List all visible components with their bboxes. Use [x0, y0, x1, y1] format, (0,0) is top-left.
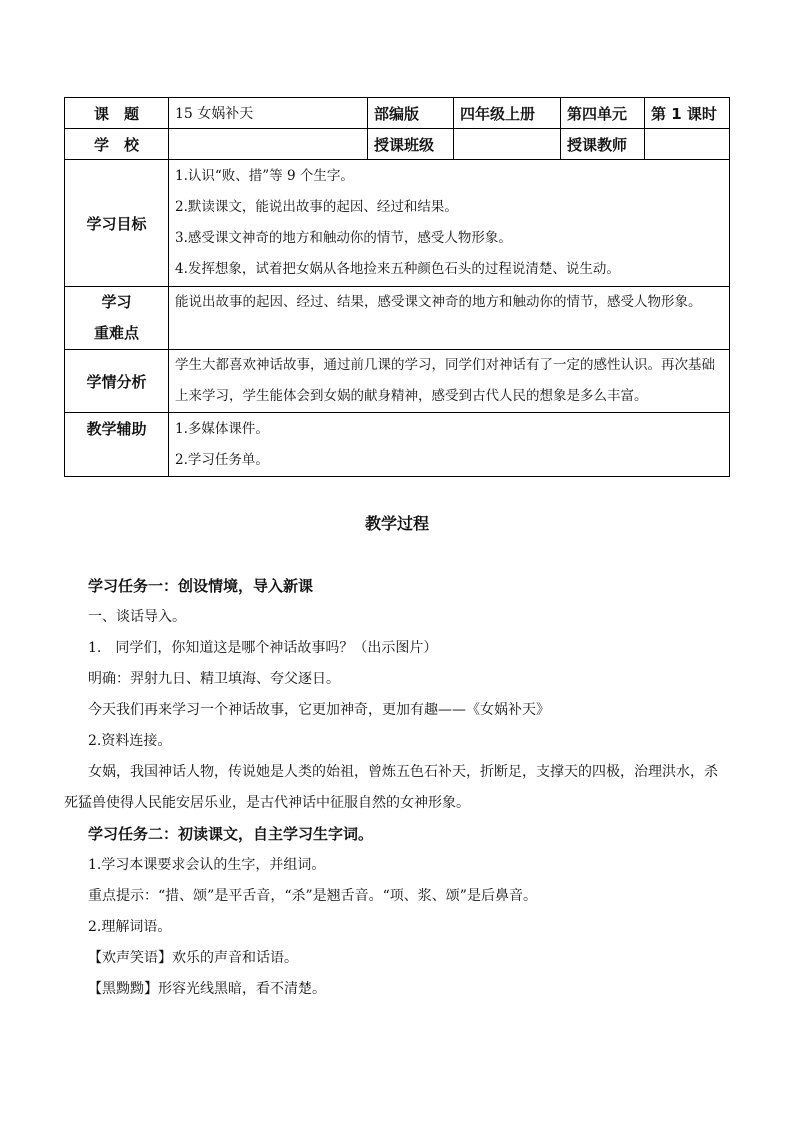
unit: 第四单元 [561, 98, 645, 129]
pronunciation-tips: 重点提示：“措、颂”是平舌音，“杀”是翘舌音。“项、浆、颂”是后鼻音。 [88, 888, 537, 904]
course-label: 课 题 [65, 98, 169, 129]
table-row [65, 350, 730, 413]
today-text: 今天我们再来学习一个神话故事，它更加神奇，更加有趣——《女娲补天》 [88, 702, 550, 718]
course-title: 15 女娲补天 [169, 98, 368, 129]
goal-item: 3.感受课文神奇的地方和触动你的情节，感受人物形象。 [175, 230, 512, 246]
vocab-item [88, 943, 728, 974]
nuwa-paragraph: 女娲，我国神话人物，传说她是人类的始祖，曾炼五色石补天，折断足，支撑天的四极，治理洪水，杀死猛兽使得人民能安居乐业，是古代神话中征服自然的女神形象。 [64, 764, 718, 811]
aid-item: 1.多媒体课件。 [175, 420, 269, 437]
difficulty-text: 能说出故事的起因、经过、结果，感受课文神奇的地方和触动你的情节，感受人物形象。 [169, 287, 730, 350]
table-row [65, 160, 730, 287]
aids-list [169, 413, 730, 477]
lesson-info-table [64, 97, 730, 477]
vocab-item [88, 974, 728, 1005]
difficulty-label [65, 287, 169, 350]
aid-item: 2.学习任务单。 [175, 451, 269, 468]
goals-list [169, 160, 730, 287]
lesson: 第 1 课时 [645, 98, 730, 129]
vocab-heading: 2.理解词语。 [88, 919, 172, 935]
table-row [65, 98, 730, 129]
grade: 四年级上册 [454, 98, 561, 129]
difficulty-label-line1: 学习 [101, 293, 132, 311]
class-value [454, 129, 561, 160]
goal-item: 1.认识“败、措”等 9 个生字。 [175, 168, 354, 184]
table-row [65, 287, 730, 350]
learn-chars: 1.学习本课要求会认的生字，并组词。 [88, 857, 326, 873]
clarify-text: 明确：羿射九日、精卫填海、夸父逐日。 [88, 671, 340, 687]
task1-heading: 学习任务一：创设情境，导入新课 [88, 577, 314, 595]
school-value [169, 129, 368, 160]
goals-label: 学习目标 [65, 160, 169, 287]
process-body [64, 571, 728, 1005]
teacher-value [645, 129, 730, 160]
vocab-definition: 欢乐的声音和话语。 [172, 950, 298, 966]
table-row [65, 413, 730, 477]
vocab-term: 【欢声笑语】 [88, 950, 172, 966]
materials-heading: 2.资料连接。 [88, 733, 172, 749]
vocab-term: 【黑黝黝】 [88, 981, 158, 997]
question-1: 1. 同学们，你知道这是哪个神话故事吗？（出示图片） [88, 640, 438, 656]
teacher-label: 授课教师 [561, 129, 645, 160]
vocab-definition: 形容光线黑暗，看不清楚。 [158, 981, 326, 997]
difficulty-label-line2: 重难点 [93, 324, 139, 342]
aids-label: 教学辅助 [65, 413, 169, 477]
edition: 部编版 [368, 98, 454, 129]
task2-heading: 学习任务二：初读课文，自主学习生字词。 [88, 825, 374, 843]
class-label: 授课班级 [368, 129, 454, 160]
analysis-text: 学生大都喜欢神话故事，通过前几课的学习，同学们对神话有了一定的感性认识。再次基础上来学习，学生能体会到女娲的献身精神，感受到古代人民的想象是多么丰富。 [169, 350, 730, 413]
analysis-label: 学情分析 [65, 350, 169, 413]
school-label: 学 校 [65, 129, 169, 160]
goal-item: 4.发挥想象，试着把女娲从各地捡来五种颜色石头的过程说清楚、说生动。 [175, 261, 620, 277]
goal-item: 2.默读课文，能说出故事的起因、经过和结果。 [175, 199, 458, 215]
table-row [65, 129, 730, 160]
section1-heading: 一、谈话导入。 [88, 609, 186, 625]
process-title: 教学过程 [364, 514, 429, 533]
